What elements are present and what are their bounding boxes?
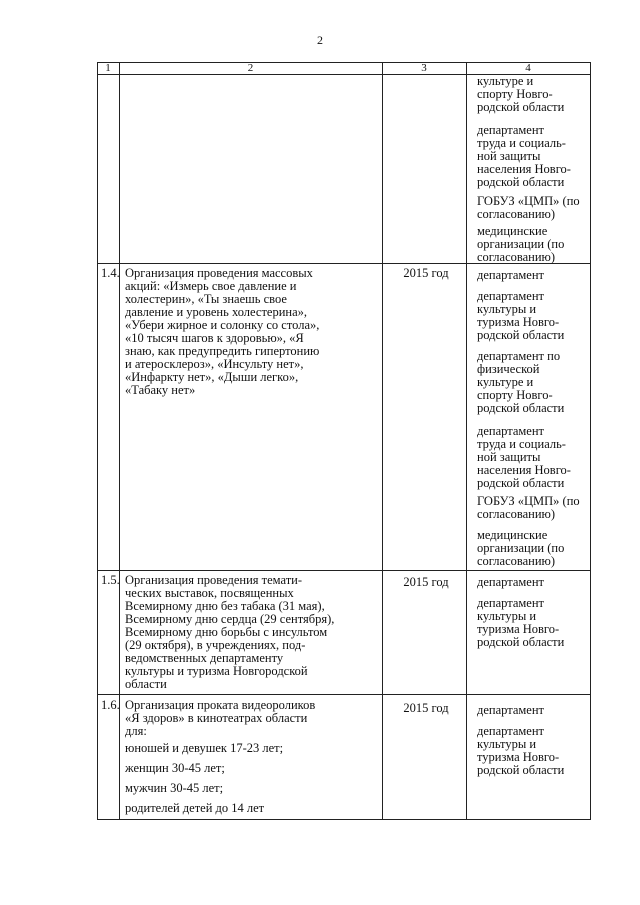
table-border-bottom	[97, 819, 591, 820]
row-divider	[97, 570, 591, 571]
department-entry: ГОБУЗ «ЦМП» (по согласованию)	[477, 494, 580, 521]
row-divider	[97, 694, 591, 695]
target-group-item: юношей и девушек 17-23 лет;	[125, 741, 284, 755]
target-group-item: женщин 30-45 лет;	[125, 761, 225, 775]
row-number: 1.6.	[101, 698, 120, 712]
page-number: 2	[317, 33, 323, 47]
department-entry: департамент труда и социаль- ной защиты населения Новго- родской области	[477, 424, 571, 490]
column-header: 1	[105, 62, 111, 74]
department-entry: ГОБУЗ «ЦМП» (по согласованию)	[477, 194, 580, 221]
department-entry: департамент культуры и туризма Новго- родской области	[477, 289, 565, 342]
department-entry: департамент труда и социаль- ной защиты населения Новго- родской области	[477, 123, 571, 189]
column-header: 2	[247, 62, 254, 74]
table-border-left	[97, 62, 98, 820]
target-group-item: родителей детей до 14 лет	[125, 801, 265, 815]
department-entry: медицинские организации (по согласованию)	[477, 224, 565, 264]
department-entry: медицинские организации (по согласованию)	[477, 528, 565, 568]
department-entry: департамент	[477, 575, 545, 589]
table-border-right	[590, 62, 591, 820]
year-cell: 2015 год	[403, 701, 449, 715]
department-entry: департамент культуры и туризма Новго- родской области	[477, 724, 565, 777]
year-cell: 2015 год	[403, 266, 449, 280]
department-entry: департамент культуры и туризма Новго- родской области	[477, 596, 565, 649]
column-header: 4	[525, 62, 531, 74]
department-entry: культуре и спорту Новго- родской области	[477, 74, 565, 114]
row-number: 1.5.	[101, 573, 120, 587]
department-entry: департамент	[477, 703, 545, 717]
department-entry: департамент по физической культуре и спорту Новго- родской области	[477, 349, 565, 415]
activity-text: Организация проведения темати- ческих выставок, посвященных Всемирному дню без табака (31 мая), Всемирному дню сердца (29 сентября), Всемирному дню борьбы с инсультом (29 октября), в учреждениях, под- ведомственных департаменту культуры и туризма Новгородской области	[125, 573, 335, 691]
activity-text: Организация проката видеороликов «Я здоров» в кинотеатрах области для:	[125, 698, 316, 738]
column-header: 3	[421, 62, 427, 74]
department-entry: департамент	[477, 268, 545, 282]
activity-text: Организация проведения массовых акций: «Измерь свое давление и холестерин», «Ты знаешь свое давление и уровень холестерина», «Убери жирное и солонку со стола», «10 тысяч шагов к здоровью», «Я знаю, как предупредить гипертонию и атеросклероз», «Инсульту нет», «Инфаркту нет», «Дыши легко», «Табаку нет»	[125, 266, 320, 397]
row-number: 1.4.	[101, 266, 120, 280]
plan-table	[97, 62, 591, 820]
target-group-item: мужчин 30-45 лет;	[125, 781, 224, 795]
year-cell: 2015 год	[403, 575, 449, 589]
